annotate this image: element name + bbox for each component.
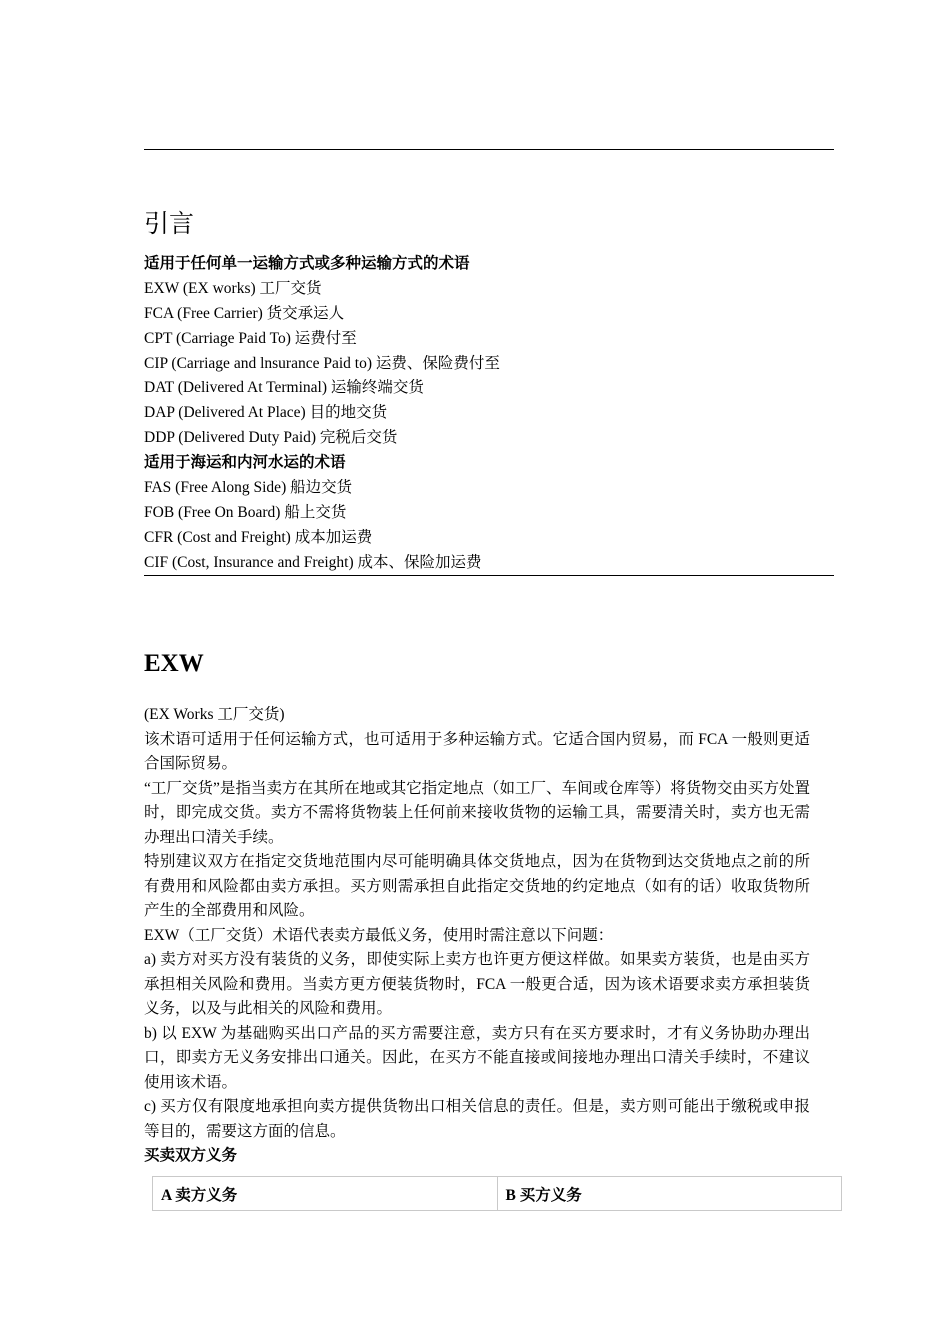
table-header-row (153, 1177, 842, 1211)
term-list-item: DAP (Delivered At Place) 目的地交货 (144, 404, 388, 422)
body-paragraph: c) 买方仅有限度地承担向卖方提供货物出口相关信息的责任。但是，卖方则可能出于缴税或申报等目的，需要这方面的信息。 (144, 1098, 810, 1140)
body-paragraph: (EX Works 工厂交货) (144, 706, 285, 723)
term-list-item: CFR (Cost and Freight) 成本加运费 (144, 528, 373, 546)
body-paragraph: a) 卖方对买方没有装货的义务，即使实际上卖方也许更方便这样做。如果卖方装货，也是由买方承担相关风险和费用。当卖方更方便装货物时，FCA 一般更合适，因为该术语要求卖方承担装货义务，以及与此相关的风险和费用。 (144, 951, 810, 1017)
term-list-item: DDP (Delivered Duty Paid) 完税后交货 (144, 429, 398, 447)
term-list-item: CIP (Carriage and lnsurance Paid to) 运费、保险费付至 (144, 354, 500, 372)
term-list-item: CPT (Carriage Paid To) 运费付至 (144, 329, 357, 347)
term-list-item: FAS (Free Along Side) 船边交货 (144, 479, 353, 497)
term-list-item: CIF (Cost, Insurance and Freight) 成本、保险加运费 (144, 553, 482, 571)
body-paragraph: b) 以 EXW 为基础购买出口产品的买方需要注意，卖方只有在买方要求时，才有义务协助办理出口，即卖方无义务安排出口通关。因此，在买方不能直接或间接地办理出口清关手续时，不建议使用该术语。 (144, 1024, 810, 1091)
intro-end-divider (144, 575, 834, 576)
exw-body (144, 703, 810, 1169)
body-paragraph: “工厂交货”是指当卖方在其所在地或其它指定地点（如工厂、车间或仓库等）将货物交由买方处置时，即完成交货。卖方不需将货物装上任何前来接收货物的运输工具，需要清关时，卖方也无需办理出口清关手续。 (144, 779, 810, 846)
obligations-table (152, 1176, 842, 1211)
section-subheading: 适用于任何单一运输方式或多种运输方式的术语 (144, 255, 470, 272)
body-paragraph: 该术语可适用于任何运输方式，也可适用于多种运输方式。它适合国内贸易，而 FCA 一般则更适合国际贸易。 (144, 730, 810, 772)
buyer-obligations-header: B 买方义务 (497, 1177, 842, 1211)
seller-obligations-header: A 卖方义务 (153, 1177, 498, 1211)
term-list-item: FOB (Free On Board) 船上交货 (144, 503, 347, 521)
section-subheading: 适用于海运和内河水运的术语 (144, 454, 346, 472)
body-paragraph: 特别建议双方在指定交货地范围内尽可能明确具体交货地点，因为在货物到达交货地点之前的所有费用和风险都由卖方承担。买方则需承担自此指定交货地的约定地点（如有的话）收取货物所产生的全部费用和风险。 (144, 853, 810, 919)
obligations-subheading: 买卖双方义务 (144, 1147, 238, 1164)
term-list-item: DAT (Delivered At Terminal) 运输终端交货 (144, 379, 424, 397)
exw-heading: EXW (144, 650, 204, 677)
term-list-item: EXW (EX works) 工厂交货 (144, 279, 322, 297)
top-divider (144, 149, 834, 150)
terms-list (144, 252, 834, 576)
intro-heading: 引言 (144, 211, 195, 238)
term-list-item: FCA (Free Carrier) 货交承运人 (144, 304, 345, 322)
body-paragraph: EXW（工厂交货）术语代表卖方最低义务，使用时需注意以下问题： (144, 926, 614, 944)
